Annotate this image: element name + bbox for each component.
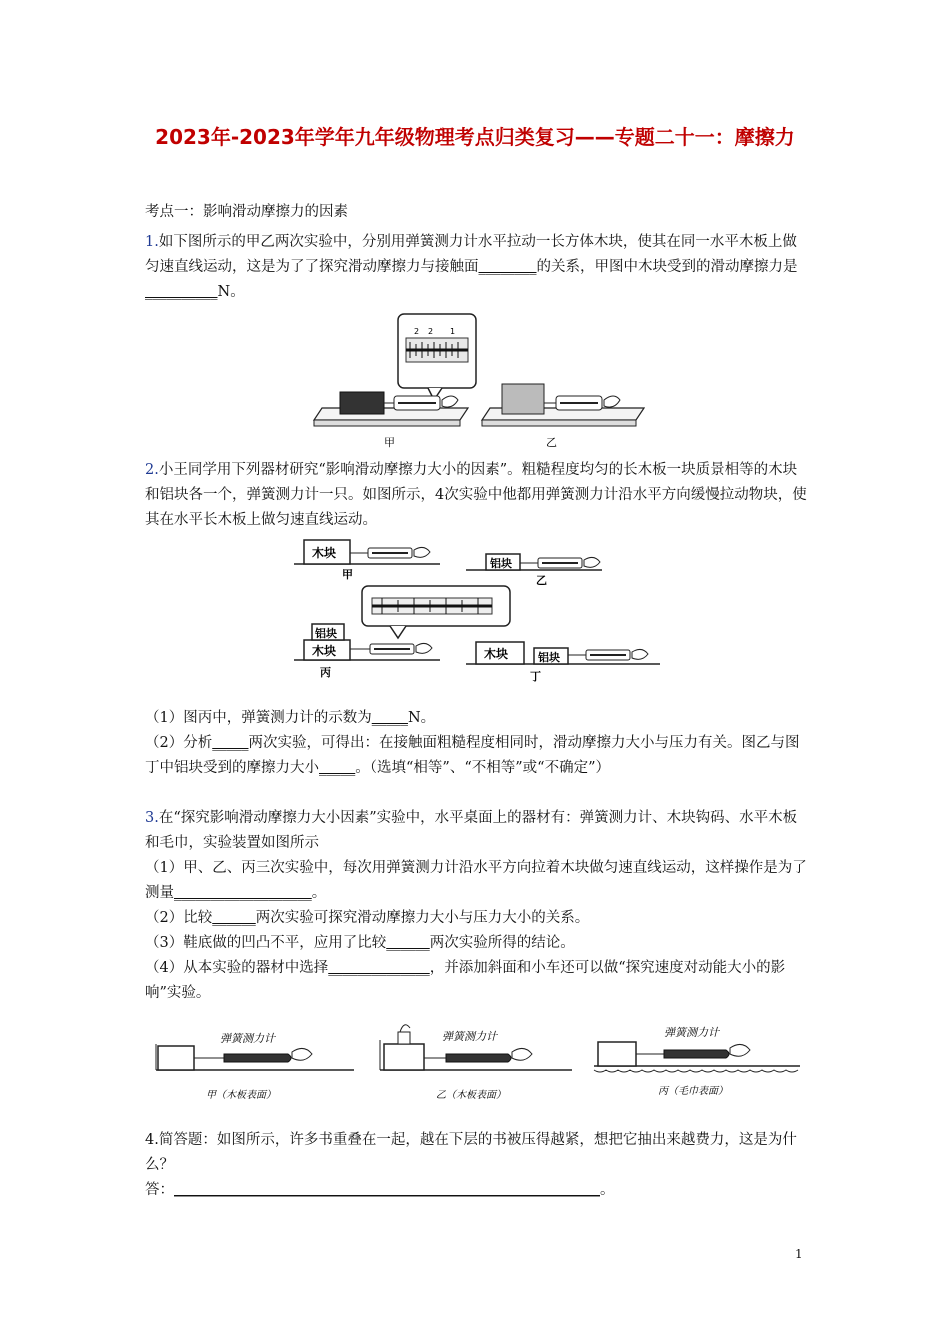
al-block-label: 铝块	[538, 651, 560, 664]
question-3-sub-3-blank: ______	[386, 935, 430, 951]
question-1-number: 1.	[145, 234, 159, 250]
figure-1-label-yi: 乙	[546, 436, 557, 449]
question-4-answer-label: 答：	[145, 1182, 174, 1198]
figure-3-label-bing: 丙（毛巾表面）	[658, 1086, 728, 1097]
question-3-sub-1-text-a: （1）甲、乙、丙三次实验中，每次用弹簧测力计沿水平方向拉着木块做匀速直线运动，这样操作是为了测量	[145, 860, 807, 901]
wood-block-label: 木块	[312, 644, 337, 658]
figure-2-label-yi: 乙	[536, 574, 547, 587]
question-3-sub-1-text-b: 。	[311, 885, 327, 901]
figure-3-label-jia: 甲（木板表面）	[206, 1090, 276, 1101]
question-2-sub-2-blank-1: _____	[212, 735, 249, 751]
question-3-sub-3-text-b: 两次实验所得的结论。	[429, 935, 575, 951]
question-3-sub-4-blank: ______________	[328, 960, 430, 976]
question-3-sub-4	[145, 956, 810, 1006]
figure-2	[290, 530, 665, 690]
question-3	[145, 806, 810, 856]
question-2	[145, 458, 810, 533]
al-block-label: 铝块	[490, 557, 512, 570]
meter-label: 弹簧测力计	[664, 1026, 719, 1039]
figure-1	[310, 308, 645, 456]
question-1-text-c: N。	[217, 284, 245, 300]
question-3-sub-4-text-a: （4）从本实验的器材中选择	[145, 960, 329, 976]
question-2-text: 小王同学用下列器材研究“影响滑动摩擦力大小的因素”。粗糙程度均匀的长木板一块质景相等的木块和铝块各一个，弹簧测力计一只。如图所示，4次实验中他都用弹簧测力计沿水平方向缓慢拉动物块，使其在水平长木板上做匀速直线运动。	[145, 462, 807, 528]
question-3-sub-2-blank: ______	[212, 910, 256, 926]
figure-2-label-jia: 甲	[342, 568, 353, 581]
scale-tick: 1	[450, 327, 456, 336]
figure-3	[148, 1010, 813, 1110]
question-3-sub-4-text-b: ，并添加斜面和小车还可以做“探究速度对动能大小的影响”实验。	[145, 960, 786, 1001]
question-1	[145, 230, 810, 305]
question-2-sub-1-text-a: （1）图丙中，弹簧测力计的示数为	[145, 710, 372, 726]
question-1-text-b: 的关系，甲图中木块受到的滑动摩擦力是	[536, 259, 798, 275]
question-4-answer-blank: _______________________________________________________________________	[174, 1183, 600, 1197]
page-title: 2023年-2023年学年九年级物理考点归类复习——专题二十一：摩擦力	[155, 125, 795, 149]
question-4-number: 4.	[145, 1132, 159, 1148]
question-3-sub-1	[145, 856, 810, 906]
question-3-number: 3.	[145, 810, 159, 826]
question-2-sub-2-blank-2: _____	[319, 760, 356, 776]
question-3-sub-3	[145, 931, 810, 956]
wood-block-label: 木块	[484, 647, 509, 661]
question-3-sub-2-text-b: 两次实验可探究滑动摩擦力大小与压力大小的关系。	[255, 910, 590, 926]
scale-callout	[398, 314, 476, 400]
figure-2-label-ding: 丁	[530, 670, 541, 683]
question-2-sub-1	[145, 706, 810, 731]
figure-3-label-yi: 乙（木板表面）	[436, 1090, 506, 1101]
question-1-text-a: 如下图所示的甲乙两次实验中，分别用弹簧测力计水平拉动一长方体木块，使其在同一水平木板上做匀速直线运动，这是为了了探究滑动摩擦力与接触面	[145, 234, 797, 275]
question-4-answer-end: 。	[600, 1182, 615, 1198]
question-2-sub-2	[145, 731, 810, 781]
question-2-sub-2-text-a: （2）分析	[145, 735, 213, 751]
meter-label: 弹簧测力计	[442, 1030, 497, 1043]
question-2-sub-1-text-b: N。	[407, 710, 436, 726]
wood-block-label: 木块	[312, 546, 337, 560]
question-3-sub-2	[145, 906, 810, 931]
question-1-blank-2: __________	[145, 284, 218, 300]
question-2-sub-2-text-c: 。（选填“相等”、“不相等”或“不确定”）	[355, 760, 610, 776]
question-3-text: 在“探究影响滑动摩擦力大小因素”实验中，水平桌面上的器材有：弹簧测力计、木块钩码、水平木板和毛巾，实验装置如图所示	[145, 810, 798, 851]
question-1-blank-1: ________	[478, 259, 537, 275]
question-3-sub-1-blank: ___________________	[174, 885, 312, 901]
question-3-sub-3-text-a: （3）鞋底做的凹凸不平，应用了比较	[145, 935, 387, 951]
question-2-sub-1-blank: _____	[371, 710, 408, 726]
question-4	[145, 1128, 810, 1178]
scale-tick: 2	[428, 327, 434, 336]
question-4-text: 简答题：如图所示，许多书重叠在一起，越在下层的书被压得越紧，想把它抽出来越费力，这是为什么？	[145, 1132, 797, 1173]
scale-tick: 2	[414, 327, 420, 336]
section-heading: 考点一：影响滑动摩擦力的因素	[145, 204, 348, 220]
figure-2-label-bing: 丙	[320, 666, 331, 679]
question-2-number: 2.	[145, 462, 159, 478]
al-block-label: 铝块	[315, 627, 337, 640]
page-number: 1	[795, 1247, 803, 1261]
meter-label: 弹簧测力计	[220, 1032, 275, 1045]
figure-1-label-jia: 甲	[384, 436, 395, 449]
question-4-answer	[145, 1178, 810, 1203]
question-3-sub-2-text-a: （2）比较	[145, 910, 213, 926]
question-2-sub-2-text-b: 两次实验，可得出：在接触面粗糙程度相同时，滑动摩擦力大小与压力有关。图乙与图丁中铝块受到的摩擦力大小	[145, 735, 800, 776]
